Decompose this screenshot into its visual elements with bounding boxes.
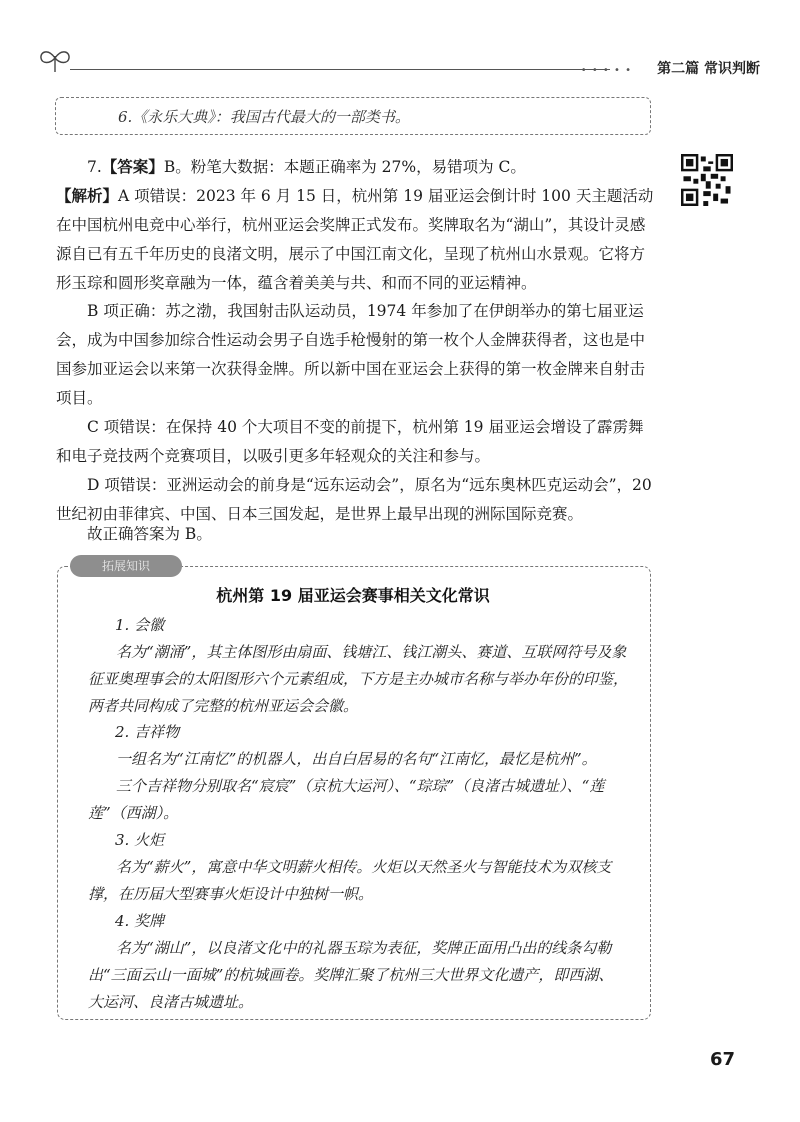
analysis-c-text: C 项错误：在保持 40 个大项目不变的前提下，杭州第 19 届亚运会增设了霹雳舞和电子竞技两个竞赛项目，以吸引更多年轻观众的关注和参与。 (56, 418, 644, 465)
question-number: 7. (87, 158, 102, 176)
section-3-heading: 3. 火炬 (115, 831, 165, 849)
analysis-b (56, 297, 656, 413)
answer-text: B。粉笔大数据：本题正确率为 27%，易错项为 C。 (163, 158, 526, 176)
analysis-c (56, 413, 656, 471)
header-rule (70, 69, 610, 70)
analysis-d-text: D 项错误：亚洲运动会的前身是“远东运动会”，原名为“远东奥林匹克运动会”，20 世纪初由菲律宾、中国、日本三国发起，是世界上最早出现的洲际国际竞赛。 (56, 476, 652, 523)
section-3-body (88, 854, 628, 908)
section-2-text-2: 三个吉祥物分别取名“宸宸”（京杭大运河）、“琮琮”（良渚古城遗址）、“莲莲”（西湖）。 (88, 777, 605, 822)
header-dots: • • • • • (580, 65, 632, 76)
section-4-body (88, 935, 628, 1016)
qr-code-icon[interactable] (681, 154, 733, 206)
analysis-b-text: B 项正确：苏之渤，我国射击队运动员，1974 年参加了在伊朗举办的第七届亚运会，成为中国参加综合性运动会男子自选手枪慢射的第一枚个人金牌获得者，这也是中国参加亚运会以来第一次获得金牌。所以新中国在亚运会上获得的第一枚金牌来自射击项目。 (56, 302, 646, 407)
chapter-title: 第二篇 常识判断 (657, 61, 760, 77)
section-1-heading: 1. 会徽 (115, 616, 165, 634)
leaf-icon (38, 44, 72, 76)
section-4-heading: 4. 奖牌 (115, 912, 165, 930)
note-text: 6.《永乐大典》：我国古代最大的一部类书。 (118, 108, 410, 126)
section-1-text: 名为“潮涌”，其主体图形由扇面、钱塘江、钱江潮头、赛道、互联网符号及象征亚奥理事会的太阳图形六个元素组成，下方是主办城市名称与举办年份的印鉴，两者共同构成了完整的杭州亚运会会徽。 (88, 643, 629, 715)
note-box (55, 97, 651, 135)
section-3-text: 名为“薪火”，寓意中华文明薪火相传。火炬以天然圣火与智能技术为双核支撑，在历届大型赛事火炬设计中独树一帜。 (88, 858, 612, 903)
knowledge-tag: 拓展知识 (70, 555, 182, 577)
analysis-a-text: A 项错误：2023 年 6 月 15 日，杭州第 19 届亚运会倒计时 100 天主题活动在中国杭州电竞中心举行，杭州亚运会奖牌正式发布。奖牌取名为“湖山”，其设计灵感源自已有五千年历史的良渚文明，展示了中国江南文化，呈现了杭州山水景观。它将方形玉琮和圆形奖章融为一体，蕴含着美美与共、和而不同的亚运精神。 (56, 187, 654, 292)
knowledge-title: 杭州第 19 届亚运会赛事相关文化常识 (216, 586, 490, 605)
answer-line (56, 152, 656, 182)
answer-label: 【答案】 (101, 157, 164, 176)
analysis-label: 【解析】 (56, 186, 119, 205)
page-number: 67 (710, 1049, 736, 1070)
section-1-body (88, 639, 628, 720)
section-2-body-1 (88, 746, 628, 773)
section-2-text-1: 一组名为“江南忆”的机器人，出自白居易的名句“江南忆，最忆是杭州”。 (116, 750, 597, 768)
analysis-a (56, 181, 656, 298)
page-header (38, 42, 760, 82)
conclusion-text: 故正确答案为 B。 (87, 525, 212, 543)
section-2-heading: 2. 吉祥物 (115, 723, 180, 741)
section-4-text: 名为“湖山”，以良渚文化中的礼器玉琮为表征，奖牌正面用凸出的线条勾勒出“三面云山一面城”的杭城画卷。奖牌汇聚了杭州三大世界文化遗产，即西湖、大运河、良渚古城遗址。 (88, 939, 614, 1011)
conclusion (56, 520, 656, 549)
section-2-body-2 (88, 773, 628, 827)
